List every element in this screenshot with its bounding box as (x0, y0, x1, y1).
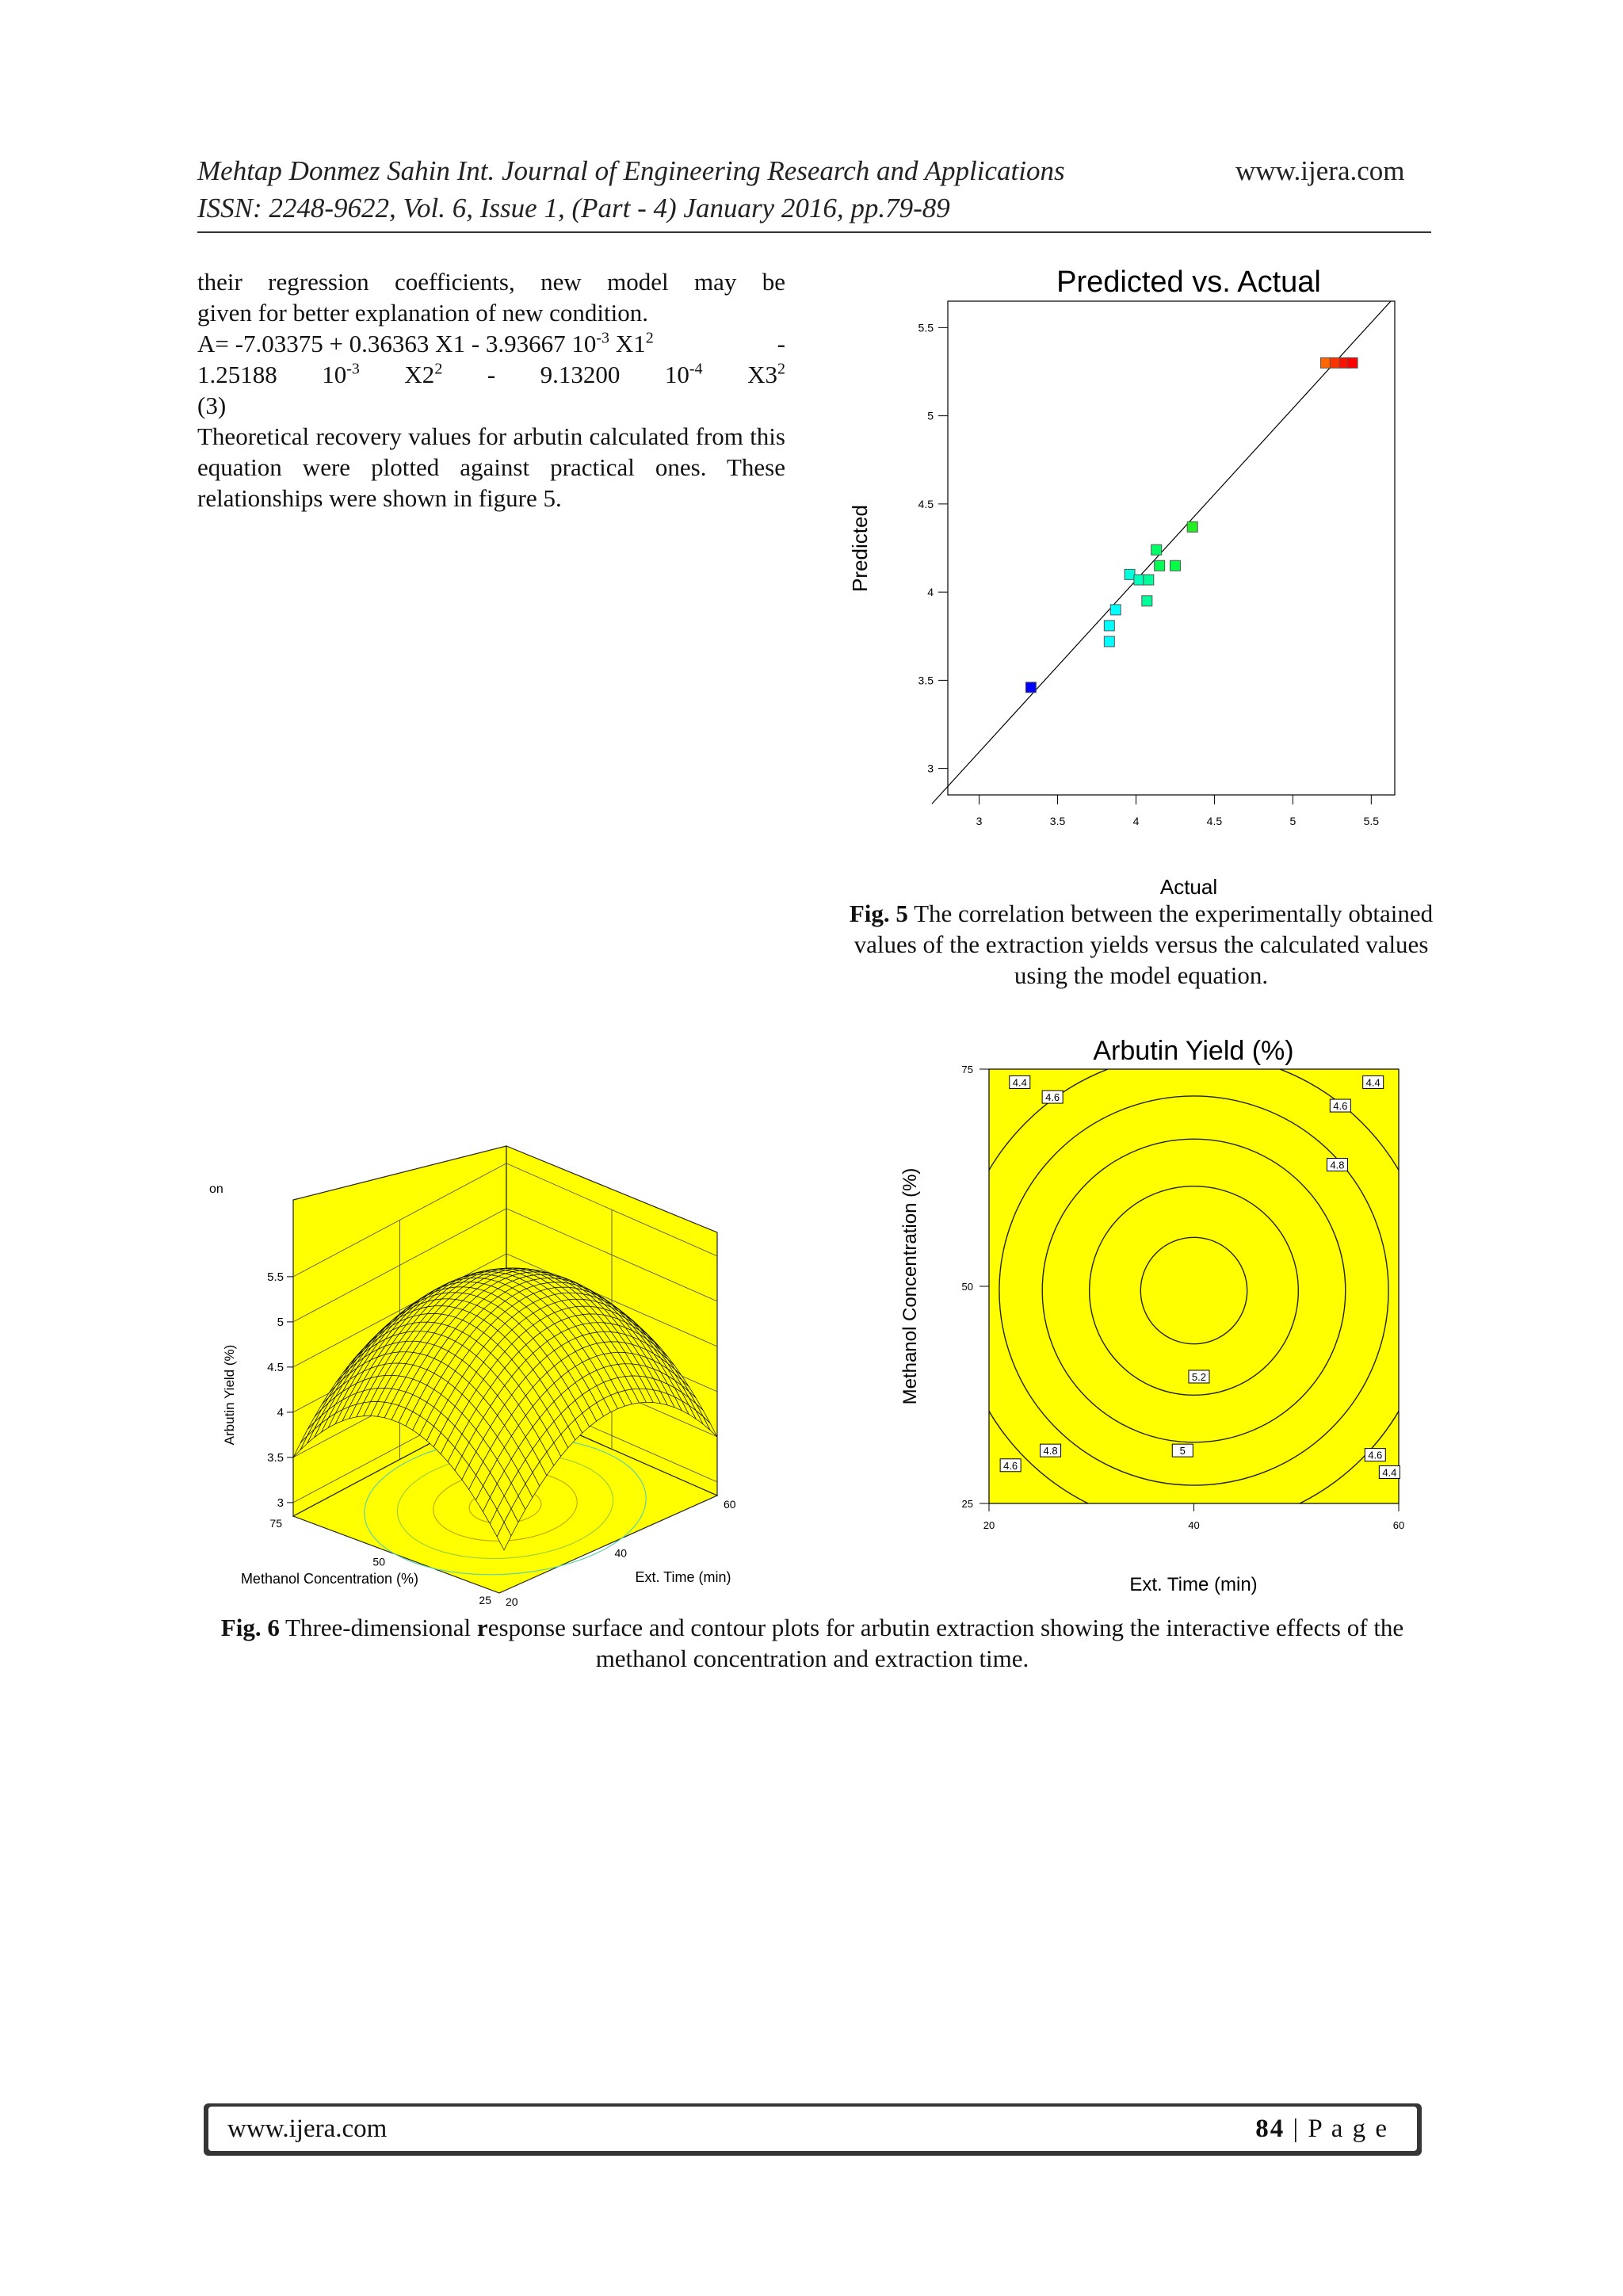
data-point (1347, 357, 1358, 368)
footer-bar (208, 2107, 1417, 2151)
y-tick-label: 4 (927, 586, 934, 599)
data-point (1104, 636, 1114, 647)
contour-level-label: 4.4 (1012, 1076, 1027, 1089)
y-tick-label: 5 (927, 409, 934, 422)
data-point (1110, 605, 1121, 615)
body-paragraph-1 (197, 266, 785, 514)
z-tick-label: 5 (277, 1315, 284, 1329)
equation-line-1: A= -7.03375 + 0.36363 X1 - 3.93667 $10^{-3}$ $X1^2$ - (197, 329, 785, 357)
y-tick-label: 5.5 (918, 321, 934, 334)
data-point (1151, 544, 1162, 555)
methanol-axis-label: Methanol Concentration (%) (240, 1571, 419, 1587)
data-point (1104, 621, 1114, 631)
running-header-site: www.ijera.com (1235, 155, 1405, 186)
response-surface-3d (198, 1125, 753, 1617)
equation-line-2: 1.25188 $10^{-3}$ $X2^2$ - 9.13200 $10^{-4}$ $X3^2$ (197, 360, 785, 388)
plot-frame (948, 301, 1395, 795)
x-tick-label: 5.5 (1363, 815, 1380, 827)
contour-fill (989, 1069, 1399, 1503)
footer-site: www.ijera.com (227, 2114, 388, 2143)
data-point (1155, 560, 1165, 571)
contour-level-label: 4.4 (1382, 1466, 1397, 1479)
fig5-caption: Fig. 5 The correlation between the experimentally obtained values of the extraction yields versus the calculated values using the model equation. (849, 900, 1434, 989)
truncated-label: on (209, 1182, 223, 1196)
x-tick-label: 4.5 (1206, 815, 1223, 827)
y-tick-label: 4.5 (918, 497, 934, 510)
x-tick-label: 60 (1392, 1519, 1405, 1531)
fig6-caption: Fig. 6 Three-dimensional response surface and contour plots for arbutin extraction showing the interactive effects of the methanol concentration and extraction time. (220, 1614, 1404, 1672)
z-axis-label: Arbutin Yield (%) (222, 1344, 237, 1446)
x-tick-label: 5 (1289, 815, 1296, 827)
y-tick-label: 75 (961, 1064, 973, 1075)
equation-number: (3) (197, 392, 227, 419)
text-line: their regression coefficients, new model may be (197, 268, 785, 296)
contour-level-label: 5 (1179, 1445, 1186, 1457)
data-point (1142, 596, 1152, 606)
header-rule (197, 231, 1431, 233)
text-line: given for better explanation of new condition. (197, 299, 649, 327)
y-tick-label: 25 (961, 1498, 973, 1510)
contour-level-label: 5.2 (1191, 1370, 1207, 1383)
methanol-tick-label: 75 (269, 1517, 282, 1530)
contour-y-label: Methanol Concentration (%) (899, 1167, 921, 1405)
contour-plot (888, 1026, 1426, 1605)
z-tick-label: 4.5 (267, 1360, 284, 1374)
x-tick-label: 3.5 (1049, 815, 1066, 827)
running-header-journal: Mehtap Donmez Sahin Int. Journal of Engineering Research and Applications (197, 155, 1065, 186)
data-point (1170, 560, 1180, 571)
body-paragraph-2: Theoretical recovery values for arbutin calculated from this equation were plotted against practical ones. These relationships were shown in figure 5. (197, 422, 785, 512)
contour-title: Arbutin Yield (%) (1093, 1036, 1294, 1066)
z-tick-label: 3.5 (267, 1450, 284, 1465)
contour-level-label: 4.8 (1043, 1445, 1058, 1457)
time-tick-label: 20 (506, 1595, 518, 1608)
data-point (1187, 521, 1197, 532)
y-axis-label: Predicted (848, 505, 872, 592)
x-tick-label: 3 (976, 815, 983, 827)
data-point (1134, 575, 1144, 585)
contour-level-label: 4.6 (1045, 1091, 1060, 1104)
chart-title: Predicted vs. Actual (1056, 266, 1321, 299)
x-tick-label: 4 (1132, 815, 1140, 827)
y-tick-label: 50 (961, 1281, 973, 1293)
x-axis-label: Actual (1159, 875, 1218, 899)
y-tick-label: 3.5 (918, 674, 934, 687)
contour-level-label: 4.6 (1368, 1449, 1383, 1461)
time-tick-label: 60 (724, 1498, 736, 1511)
y-tick-label: 3 (927, 762, 934, 775)
z-tick-label: 3 (277, 1496, 284, 1510)
data-point (1025, 682, 1036, 693)
predicted-vs-actual-chart (840, 254, 1442, 904)
x-tick-label: 20 (983, 1519, 995, 1531)
data-point (1330, 357, 1340, 368)
methanol-tick-label: 25 (479, 1594, 491, 1606)
contour-level-label: 4.6 (1003, 1459, 1018, 1472)
footer-page-number: 84 | P a g e (1255, 2114, 1388, 2143)
x-tick-label: 40 (1188, 1519, 1200, 1531)
data-point (1144, 575, 1154, 585)
data-point (1320, 357, 1331, 368)
contour-level-label: 4.4 (1365, 1076, 1381, 1089)
time-axis-label: Ext. Time (min) (635, 1569, 731, 1585)
contour-level-label: 4.6 (1333, 1100, 1348, 1113)
contour-level-label: 4.8 (1330, 1159, 1345, 1171)
z-tick-label: 5.5 (267, 1270, 284, 1284)
data-point (1125, 569, 1135, 579)
running-header-issue: ISSN: 2248-9622, Vol. 6, Issue 1, (Part - 4) January 2016, pp.79-89 (197, 193, 950, 223)
time-tick-label: 40 (614, 1546, 628, 1560)
contour-x-label: Ext. Time (min) (1129, 1574, 1258, 1595)
z-tick-label: 4 (277, 1405, 284, 1419)
methanol-tick-label: 50 (372, 1555, 385, 1568)
